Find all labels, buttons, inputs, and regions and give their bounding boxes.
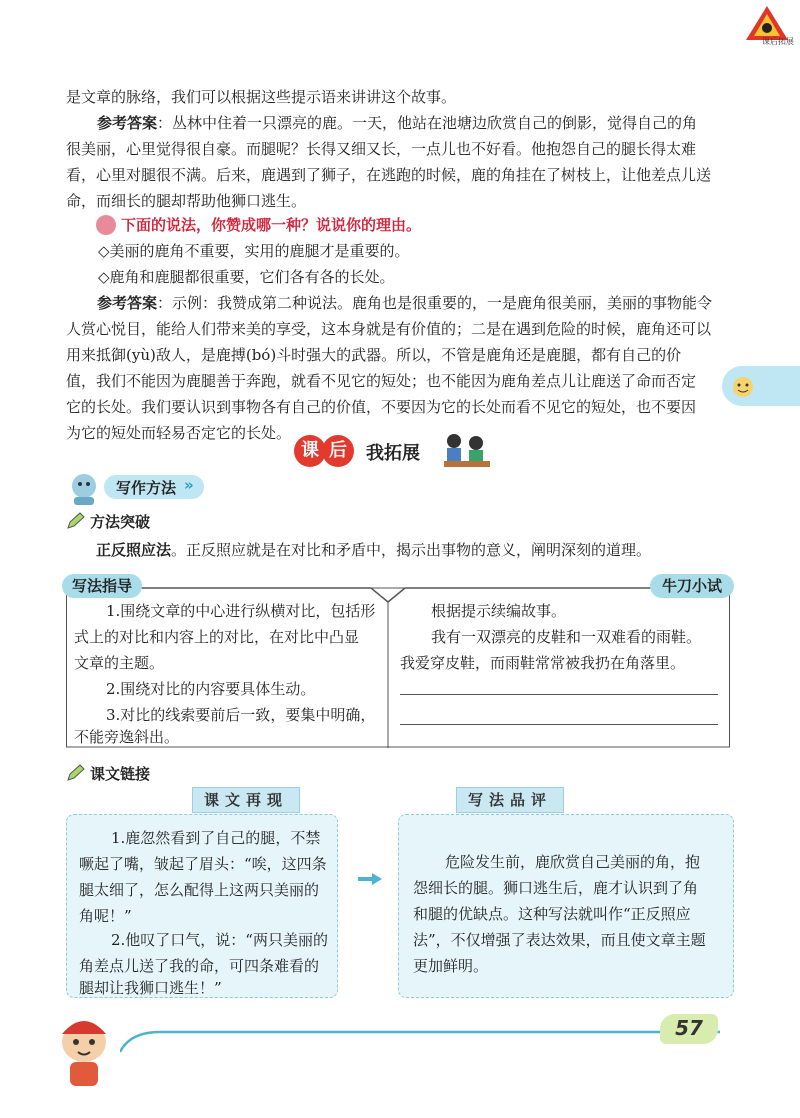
right-line-3: 和腿的优缺点。这种写法就叫作“正反照应 (413, 905, 691, 923)
double-chevron-icon: » (184, 476, 194, 494)
answer2-line-4: 值，我们不能因为鹿腿善于奔跑，就看不见它的短处；也不能因为鹿角差点儿让鹿送了命而否定 (66, 372, 697, 390)
mascot-face-icon (730, 373, 756, 399)
answer2-line-3: 用来抵御(yù)敌人，是鹿搏(bó)斗时强大的武器。所以，不管是鹿角还是鹿腿，都有自己的价 (66, 346, 682, 364)
answer1-line-1 (97, 110, 697, 136)
banner-title: 我拓展 (366, 443, 420, 464)
answer-blank-line-2[interactable] (400, 724, 718, 725)
answer2-line-5: 它的长处。我们要认识到事物各有自己的价值，不要因为它的长处而看不见它的短处，也不要因 (66, 398, 697, 416)
right-line-1: 危险发生前，鹿欣赏自己美丽的角，抱 (445, 853, 701, 871)
writing-method-title: 写作方法 (116, 479, 177, 497)
pencil-icon (66, 512, 86, 530)
guide-line-4: 2.围绕对比的内容要具体生动。 (106, 680, 316, 698)
answer2-label: 参考答案 (97, 294, 158, 312)
left-line-4: 角呢！” (79, 907, 132, 925)
right-line-4: 法”，不仅增强了表达效果，而且使文章主题 (413, 931, 706, 949)
answer2-line-1 (97, 290, 712, 316)
method-title: 方法突破 (90, 513, 151, 531)
pencil-icon (66, 764, 86, 782)
arrow-right-icon (358, 873, 382, 885)
question-text: 下面的说法，你赞成哪一种？说说你的理由。 (121, 216, 422, 234)
right-line-2: 怨细长的腿。狮口逃生后，鹿才认识到了角 (413, 879, 699, 897)
logo-text: 课后拓展 (762, 37, 794, 46)
guide-trial-box (66, 574, 730, 748)
answer1-text: ：丛林中住着一只漂亮的鹿。一天，他站在池塘边欣赏自己的倒影，觉得自己的角 (157, 114, 698, 132)
page-number-badge (660, 1014, 718, 1044)
intro-line: 是文章的脉络，我们可以根据这些提示语来讲讲这个故事。 (66, 88, 457, 106)
answer2-line-6: 为它的短处而轻易否定它的长处。 (66, 424, 292, 442)
guide-line-1: 1.围绕文章的中心进行纵横对比，包括形 (106, 602, 376, 620)
trial-line-3: 我爱穿皮鞋，而雨鞋常常被我扔在角落里。 (400, 654, 686, 672)
banner-char-2: 后 (322, 435, 354, 467)
method-text: 。正反照应就是在对比和矛盾中，揭示出事物的意义，阐明深刻的道理。 (171, 541, 652, 559)
guide-tag: 写法指导 (62, 574, 142, 598)
answer1-line-4: 命，而细长的腿却帮助他狮口逃生。 (66, 192, 307, 210)
link-title: 课文链接 (90, 765, 151, 783)
guide-line-3: 文章的主题。 (74, 654, 165, 672)
answer2-line-2: 人赏心悦目，能给人们带来美的享受，这本身就是有价值的；二是在遇到危险的时候，鹿角还可以 (66, 320, 712, 338)
mascot-icon (64, 470, 104, 506)
answer1-line-3: 看，心里对腿很不满。后来，鹿遇到了狮子，在逃跑的时候，鹿的角挂在了树枝上，让他差点儿送 (66, 166, 712, 184)
trial-line-1: 根据提示续编故事。 (431, 602, 567, 620)
guide-line-5: 3.对比的线索要前后一致，要集中明确， (106, 706, 376, 724)
side-tab (722, 366, 800, 406)
answer1-label: 参考答案 (97, 114, 158, 132)
left-tag: 课文再现 (192, 787, 300, 813)
option-2: ◇鹿角和鹿腿都很重要，它们各有各的长处。 (98, 268, 395, 286)
students-illustration-icon (440, 431, 492, 473)
answer1-line-2: 很美丽，心里觉得很自豪。而腿呢？长得又细又长，一点儿也不好看。他抱怨自己的腿长得太难 (66, 140, 697, 158)
left-line-5: 2.他叹了口气，说：“两只美丽的 (111, 931, 328, 949)
answer2-text: ：示例：我赞成第二种说法。鹿角也是很重要的，一是鹿角很美丽，美丽的事物能令 (157, 294, 713, 312)
page-number: 57 (675, 1016, 703, 1040)
answer-blank-line-1[interactable] (400, 694, 718, 695)
option-1: ◇美丽的鹿角不重要，实用的鹿腿才是重要的。 (98, 242, 410, 260)
writing-method-pill (104, 475, 204, 499)
method-line (96, 537, 651, 563)
right-tag: 写法品评 (456, 787, 564, 813)
left-line-2: 噘起了嘴，皱起了眉头：“唉，这四条 (79, 855, 327, 873)
question-icon (96, 215, 116, 235)
trial-line-2: 我有一双漂亮的皮鞋和一双难看的雨鞋。 (431, 628, 702, 646)
right-line-5: 更加鲜明。 (413, 957, 489, 975)
footer-line (120, 1020, 740, 1060)
banner-char-1: 课 (294, 435, 326, 467)
left-line-3: 腿太细了，怎么配得上这两只美丽的 (79, 881, 320, 899)
method-label: 正反照应法 (96, 541, 172, 559)
guide-line-6: 不能旁逸斜出。 (74, 728, 180, 746)
cartoon-mascot-icon (40, 1012, 130, 1090)
trial-tag: 牛刀小试 (650, 574, 734, 598)
left-text-box (66, 814, 338, 998)
right-text-box (398, 814, 734, 998)
left-line-7: 腿却让我狮口逃生！” (79, 979, 222, 997)
section-banner (294, 431, 494, 473)
left-line-1: 1.鹿忽然看到了自己的腿，不禁 (111, 829, 321, 847)
left-line-6: 角差点儿送了我的命，可四条难看的 (79, 957, 320, 975)
guide-line-2: 式上的对比和内容上的对比，在对比中凸显 (74, 628, 360, 646)
